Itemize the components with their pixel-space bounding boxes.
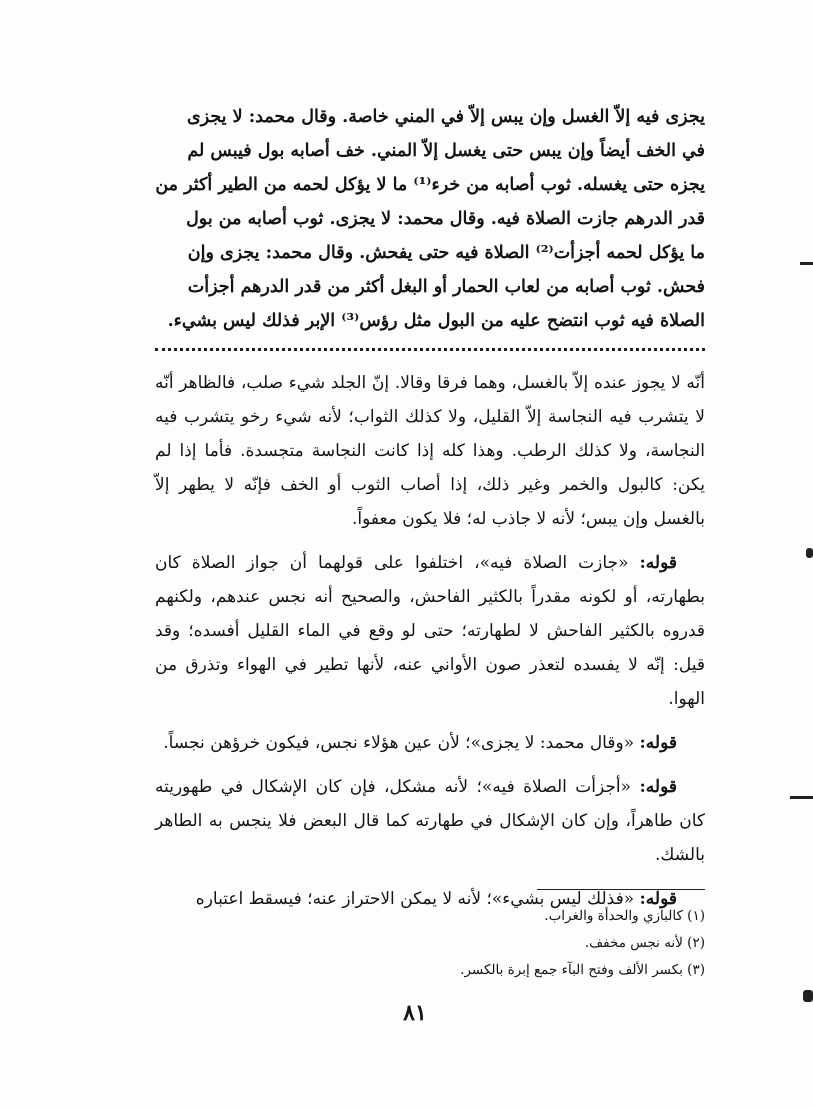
scan-mark xyxy=(803,990,813,1002)
commentary-text: «فذلك ليس بشيء»؛ لأنه لا يمكن الاحتراز عنه؛ فيسقط اعتباره xyxy=(195,889,640,909)
main-text-line: في الخف أيضاً وإن يبس حتى يغسل إلاّ المني. خف أصابه بول فيبس لم xyxy=(187,141,705,161)
commentary-text: «جازت الصلاة فيه»، اختلفوا على قولهما أن جواز الصلاة كان بطهارته، أو لكونه مقدراً بالكثير الفاحش، والصحيح أنه نجس عندهم، ولكنهم قدروه بالكثير الفاحش لا لطهارته؛ حتى لو وقع في الماء القليل أفسده؛ وقد قيل: إنّه لا يفسده لتعذر صون الأواني عنه، لأنها تطير في الهواء وتذرق من الهوا. xyxy=(155,553,705,709)
footnote-item: (٢) لأنه نجس مخفف. xyxy=(584,935,705,951)
footnote-item: (١) كالبازي والحدأة والغراب. xyxy=(544,908,705,924)
main-text-line: الصلاة فيه ثوب انتضح عليه من البول مثل رؤس⁽³⁾ الإبر فذلك ليس بشيء. xyxy=(167,311,705,331)
commentary-paragraph xyxy=(155,546,705,716)
scan-mark xyxy=(800,262,813,265)
commentary-text: «وقال محمد: لا يجزى»؛ لأن عين هؤلاء نجس، فيكون خرؤهن نجساً. xyxy=(163,733,640,753)
footnote-item: (٣) بكسر الألف وفتح البآء جمع إبرة بالكسر. xyxy=(460,962,705,978)
commentary-paragraph xyxy=(155,366,705,536)
commentary-block xyxy=(155,366,705,926)
page-number: ٨١ xyxy=(403,1000,427,1026)
main-text-line: يجزى فيه إلاّ الغسل وإن يبس إلاّ في المني خاصة. وقال محمد: لا يجزى xyxy=(187,107,705,127)
dotted-separator xyxy=(155,348,705,361)
scan-mark xyxy=(790,796,813,799)
main-text-block xyxy=(155,100,705,338)
main-text-line: قدر الدرهم جازت الصلاة فيه. وقال محمد: لا يجزى. ثوب أصابه من بول xyxy=(186,209,705,229)
commentary-keyword: قوله: xyxy=(639,889,677,909)
main-text-line: ما يؤكل لحمه أجزأت⁽²⁾ الصلاة فيه حتى يفحش. وقال محمد: يجزى وإن xyxy=(187,243,705,263)
commentary-paragraph xyxy=(155,770,705,872)
footnotes xyxy=(380,903,705,984)
main-text-line: يجزه حتى يغسله. ثوب أصابه من خرء⁽¹⁾ ما لا يؤكل لحمه من الطير أكثر من xyxy=(155,175,705,195)
commentary-paragraph xyxy=(155,726,705,760)
commentary-keyword: قوله: xyxy=(639,553,677,573)
commentary-text: «أجزأت الصلاة فيه»؛ لأنه مشكل، فإن كان الإشكال في طهوريته كان طاهراً، وإن كان الإشكال في طهارته كما قال البعض فلا ينجس به الطاهر بالشك. xyxy=(155,777,705,865)
commentary-keyword: قوله: xyxy=(639,733,677,753)
scan-mark xyxy=(806,548,813,558)
main-text-line: فحش. ثوب أصابه من لعاب الحمار أو البغل أكثر من قدر الدرهم أجزأت xyxy=(187,277,705,297)
commentary-text: أنّه لا يجوز عنده إلاّ بالغسل، وهما فرقا وقالا. إنّ الجلد شيء صلب، فالظاهر أنّه لا يتشرب فيه النجاسة إلاّ القليل، ولا كذلك الثواب؛ لأنه شيء رخو يتشرب فيه النجاسة، ولا كذلك الرطب. وهذا كله إذا كانت النجاسة متجسدة. فأما إذا لم يكن: كالبول والخمر وغير ذلك، إذا أصاب الثوب أو الخف فإنّه لا يطهر إلاّ بالغسل وإن يبس؛ لأنه لا جاذب له؛ فلا يكون معفواً. xyxy=(155,373,705,529)
commentary-keyword: قوله: xyxy=(639,777,677,797)
footnote-rule xyxy=(537,889,705,890)
